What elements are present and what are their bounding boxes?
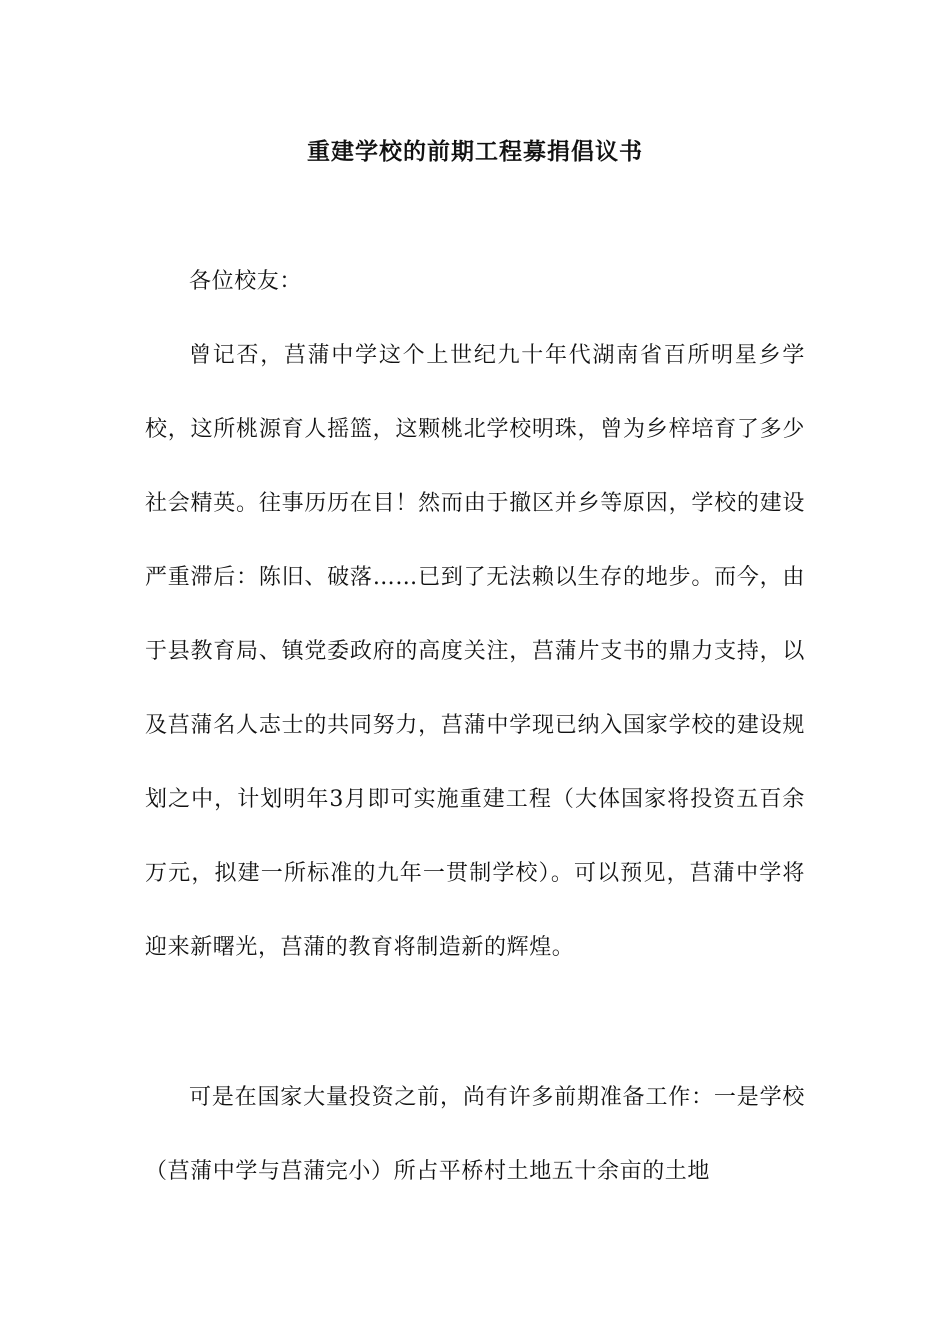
paragraph-1-text: 曾记否，莒蒲中学这个上世纪九十年代湖南省百所明星乡学校，这所桃源育人摇篮，这颗桃北学校明珠，曾为乡梓培育了多少社会精英。往事历历在目！然而由于撤区并乡等原因，学校的建设严重滞后：陈旧、破落……已到了无法赖以生存的地步。而今，由于县教育局、镇党委政府的高度关注，莒蒲片支书的鼎力支持，以及莒蒲名人志士的共同努力，莒蒲中学现已纳入国家学校的建设规划之中，计划明年3月即可实施重建工程（大体国家将投资五百余万元，拟建一所标准的九年一贯制学校）。可以预见，莒蒲中学将迎来新曙光，莒蒲的教育将制造新的辉煌。: [145, 343, 805, 960]
salutation: [145, 245, 805, 319]
paragraph-1: [145, 319, 805, 985]
paragraph-2: [145, 1061, 805, 1209]
salutation-text: 各位校友：: [189, 269, 303, 294]
paragraph-2-text: 可是在国家大量投资之前，尚有许多前期准备工作：一是学校（莒蒲中学与莒蒲完小）所占平桥村土地五十余亩的土地: [145, 1085, 805, 1184]
document-title: 重建学校的前期工程募捐倡议书: [307, 139, 643, 165]
